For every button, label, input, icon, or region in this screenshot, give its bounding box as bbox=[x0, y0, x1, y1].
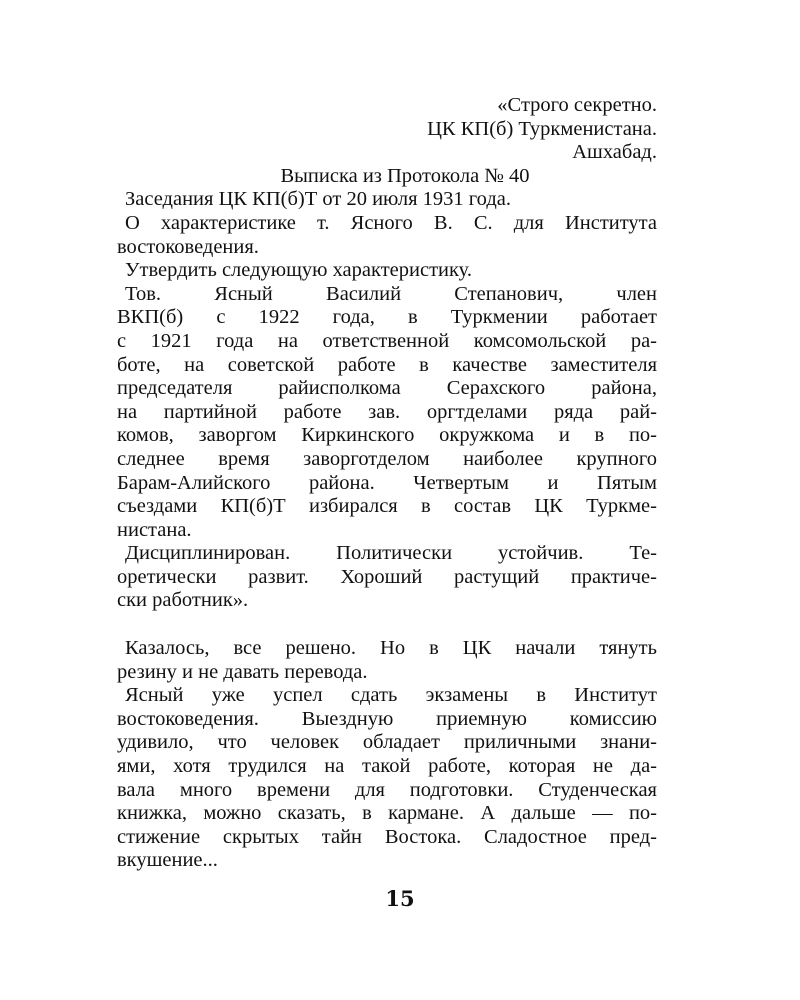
characteristic-line: на партийной работе зав. оргтделами ряда рай- bbox=[117, 400, 657, 423]
narrative-line: резину и не давать перевода. bbox=[117, 660, 368, 683]
narrative-line: удивило, что человек обладает приличными знани- bbox=[117, 731, 657, 754]
characteristic-line: ВКП(б) с 1922 года, в Туркмении работает bbox=[117, 306, 657, 329]
page-number: 15 bbox=[385, 886, 415, 911]
narrative-line: Ясный уже успел сдать экзамены в Институт bbox=[125, 684, 657, 707]
paragraph-gap bbox=[117, 613, 657, 637]
characteristic-paragraph bbox=[117, 283, 657, 543]
narrative-line: книжка, можно сказать, в кармане. А дальше — по- bbox=[117, 802, 657, 825]
assessment-line: ски работник». bbox=[117, 589, 249, 612]
secret-header-line: «Строго секретно. bbox=[497, 94, 657, 116]
extract-title: Выписка из Протокола № 40 bbox=[280, 164, 530, 187]
narrative-line: ями, хотя трудился на такой работе, которая не да- bbox=[117, 755, 657, 778]
resolution-line: Утвердить следующую характеристику. bbox=[125, 259, 472, 282]
narrative-line: востоковедения. Выездную приемную комиссию bbox=[117, 707, 657, 730]
narrative-paragraph-1 bbox=[117, 637, 657, 684]
subject-line: О характеристике т. Ясного В. С. для Института bbox=[125, 211, 657, 234]
subject-line: востоковедения. bbox=[117, 235, 259, 258]
subject-paragraph bbox=[117, 212, 657, 259]
assessment-line: Дисциплинирован. Политически устойчив. Те- bbox=[125, 542, 657, 565]
narrative-line: стижение скрытых тайн Востока. Сладостное пред- bbox=[117, 825, 657, 848]
org-header-line: ЦК КП(б) Туркменистана. bbox=[427, 117, 657, 140]
city-header-line: Ашхабад. bbox=[572, 141, 657, 164]
narrative-line: вала много времени для подготовки. Студенческая bbox=[117, 778, 657, 801]
characteristic-line: комов, заворгом Киркинского окружкома и в по- bbox=[117, 424, 657, 447]
characteristic-line: боте, на советской работе в качестве заместителя bbox=[117, 353, 657, 376]
characteristic-line: председателя райисполкома Серахского района, bbox=[117, 377, 657, 400]
assessment-line: оретически развит. Хороший растущий практиче- bbox=[117, 565, 657, 588]
characteristic-line: нистана. bbox=[117, 518, 192, 541]
characteristic-line: следнее время заворготделом наиболее крупного bbox=[117, 447, 657, 470]
page-text bbox=[117, 94, 657, 873]
characteristic-line: Барам-Алийского района. Четвертым и Пятым bbox=[117, 471, 657, 494]
characteristic-line: Тов. Ясный Василий Степанович, член bbox=[125, 282, 657, 305]
characteristic-line: с 1921 года на ответственной комсомольской ра- bbox=[117, 329, 657, 352]
narrative-line: Казалось, все решено. Но в ЦК начали тянуть bbox=[125, 637, 657, 660]
meeting-line: Заседания ЦК КП(б)Т от 20 июля 1931 года. bbox=[125, 188, 511, 211]
narrative-paragraph-2 bbox=[117, 684, 657, 873]
assessment-paragraph bbox=[117, 542, 657, 613]
characteristic-line: съездами КП(б)Т избирался в состав ЦК Туркме- bbox=[117, 495, 657, 518]
narrative-line: вкушение... bbox=[117, 849, 218, 872]
